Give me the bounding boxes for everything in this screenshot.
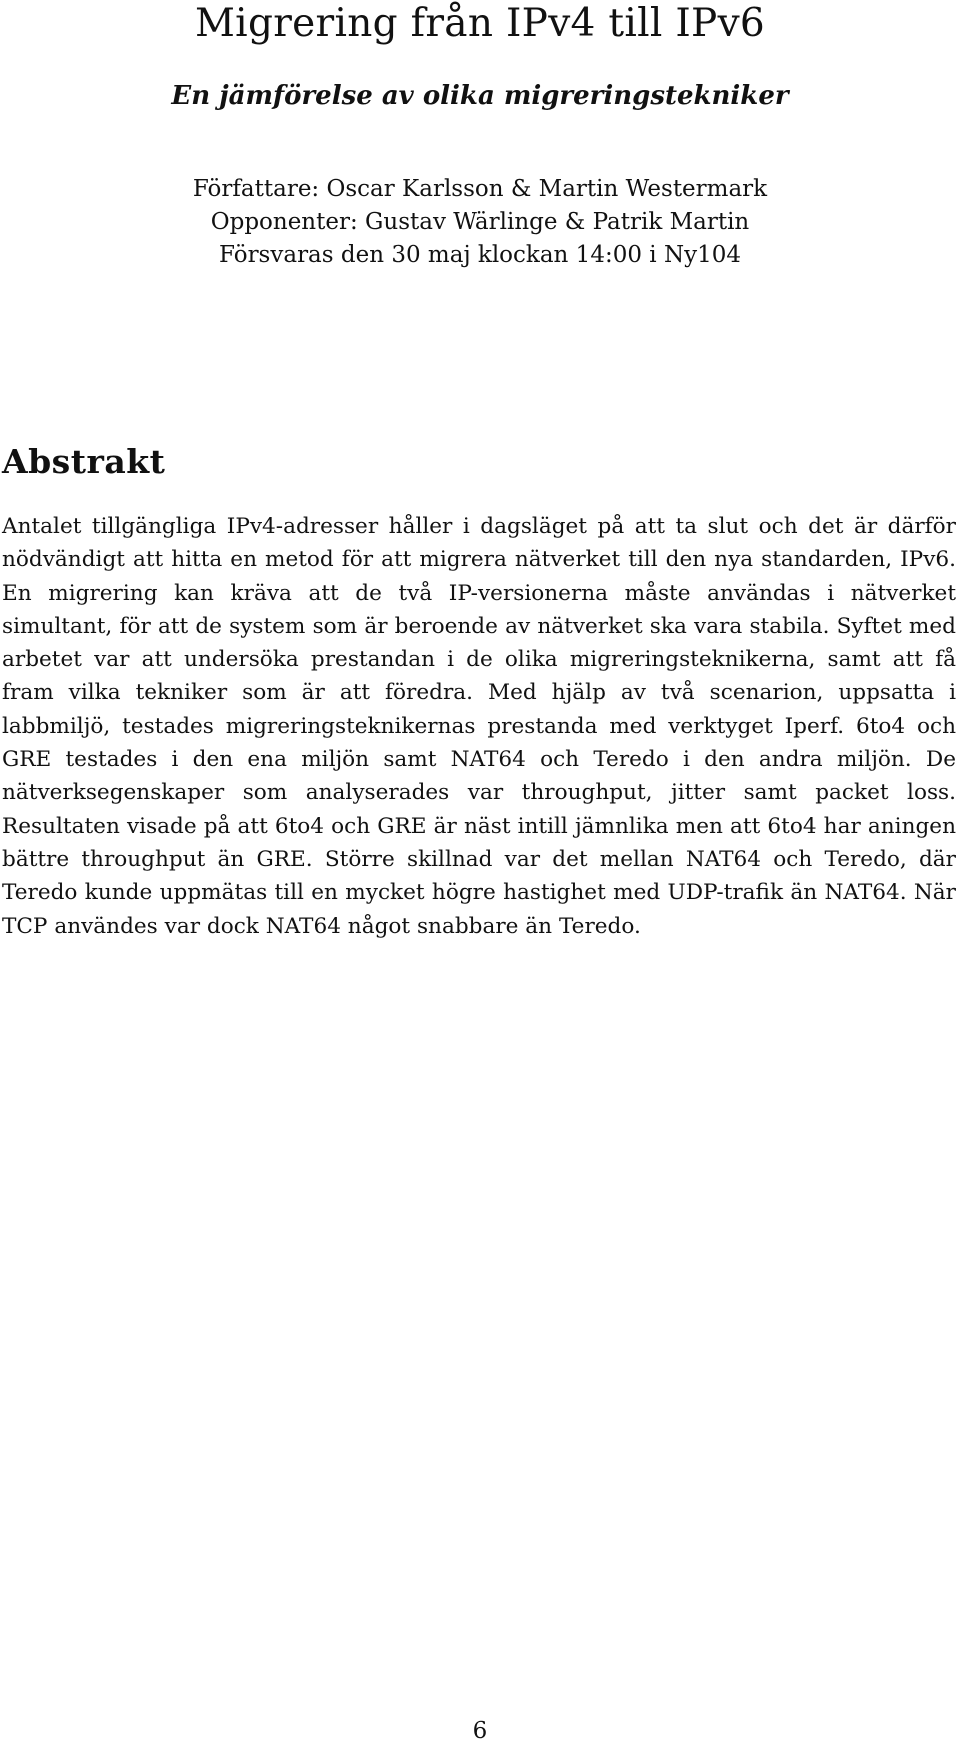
opponents-line: Opponenter: Gustav Wärlinge & Patrik Martin [210,209,750,235]
page-title: Migrering från IPv4 till IPv6 [194,1,766,46]
title-metadata [0,173,960,272]
abstract-body: Antalet tillgängliga IPv4-adresser håller i dagsläget på att ta slut och det är därför nödvändigt att hitta en metod för att migrera nätverket till den nya standarden, IPv6. En migrering kan kräva att de två IP-versionerna måste användas i nätverket simultant, för att de system som är beroende av nätverket ska vara stabila. Syftet med arbetet var att undersöka prestandan i de olika migreringsteknikerna, samt att få fram vilka tekniker som är att föredra. Med hjälp av två scenarion, uppsatta i labbmiljö, testades migreringsteknikernas prestanda med verktyget Iperf. 6to4 och GRE testades i den ena miljön samt NAT64 och Teredo i den andra miljön. De nätverksegenskaper som analyserades var throughput, jitter samt packet loss. Resultaten visade på att 6to4 och GRE är näst intill jämnlika men att 6to4 har aningen bättre throughput än GRE. Större skillnad var det mellan NAT64 och Teredo, där Teredo kunde uppmätas till en mycket högre hastighet med UDP-trafik än NAT64. När TCP användes var dock NAT64 något snabbare än Teredo. [2,514,956,939]
page-subtitle: En jämförelse av olika migreringstekniker [171,81,789,111]
authors-line: Författare: Oscar Karlsson & Martin Westermark [192,176,768,202]
page-number: 6 [472,1718,488,1744]
defense-line: Försvaras den 30 maj klockan 14:00 i Ny104 [219,242,741,268]
abstract-heading: Abstrakt [2,442,166,481]
